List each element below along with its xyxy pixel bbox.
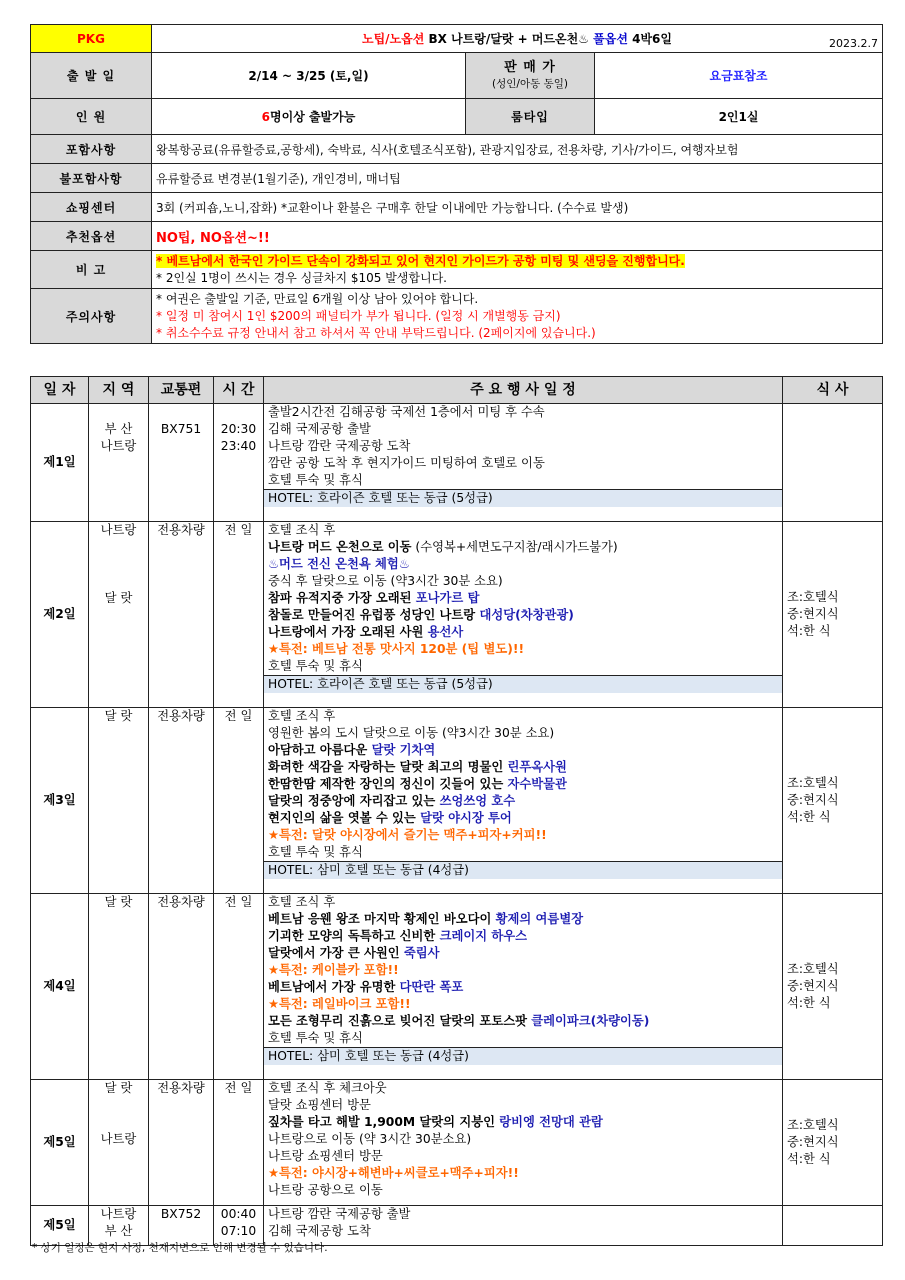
day-row-1: [31, 404, 883, 522]
exclude-value: 유류할증료 변경분(1월기준), 개인경비, 매너팁: [152, 164, 883, 193]
doc-date: 2023.2.7: [829, 37, 879, 50]
shop-value: 3회 (커피숍,노니,잡화) *교환이나 환불은 구매후 한달 이내에만 가능합니다. (수수료 발생): [152, 193, 883, 222]
time-cell: 20:30 23:40: [214, 404, 264, 522]
time-cell: 전 일: [214, 1080, 264, 1206]
day-label: 제4일: [31, 894, 89, 1080]
plan-cell: 호텔 조식 후 체크아웃 달랏 쇼핑센터 방문 짚차를 타고 해발 1,900M 달랏의 지붕인 랑비엥 전망대 관람 나트랑으로 이동 (약 3시간 30분소요) 나트랑 쇼핑센터 방문 ★특전: 야시장+해변바+씨클로+맥주+피자!! 나트랑 공항으로 이동: [264, 1080, 783, 1206]
day-row-4: [31, 894, 883, 1080]
plan-cell: 호텔 조식 후 나트랑 머드 온천으로 이동 (수영복+세면도구지참/래시가드불가) ♨머드 전신 온천욕 체험♨ 중식 후 달랏으로 이동 (약3시간 30분 소요) 참파 유적지중 가장 오래된 포나가르 탑 참돌로 만들어진 유럽풍 성당인 나트랑 대성당(차창관광) 나트랑에서 가장 오래된 사원 용선사 ★특전: 베트남 전통 맛사지 120분 (팁 별도)!! 호텔 투숙 및 휴식 HOTEL: 호라이즌 호텔 또는 동급 (5성급): [264, 522, 783, 708]
depart-value: 2/14 ~ 3/25 (토,일): [152, 53, 466, 99]
region-cell: 달 랏 나트랑: [89, 1080, 149, 1206]
plan-cell: 출발2시간전 김해공항 국제선 1층에서 미팅 후 수속 김해 국제공항 출발 나트랑 깜란 국제공항 도착 깜란 공항 도착 후 현지가이드 미팅하여 호텔로 이동 호텔 투숙 및 휴식 HOTEL: 호라이즌 호텔 또는 동급 (5성급): [264, 404, 783, 522]
time-cell: 00:40 07:10: [214, 1206, 264, 1246]
option-label: 추천옵션: [31, 222, 152, 251]
option-value: NO팁, NO옵션~!!: [152, 222, 883, 251]
caution-label: 주의사항: [31, 289, 152, 344]
hotel-line: HOTEL: 삼미 호텔 또는 동급 (4성급): [264, 1047, 782, 1065]
plan-cell: 나트랑 깜란 국제공항 출발 김해 국제공항 도착: [264, 1206, 783, 1246]
transport-cell: BX751: [149, 404, 214, 522]
day-label: 제1일: [31, 404, 89, 522]
hotel-line: HOTEL: 삼미 호텔 또는 동급 (4성급): [264, 861, 782, 879]
region-cell: 나트랑 부 산: [89, 1206, 149, 1246]
time-cell: 전 일: [214, 708, 264, 894]
meal-cell: [783, 404, 883, 522]
pax-value: 6명이상 출발가능: [152, 99, 466, 135]
transport-cell: 전용차량: [149, 1080, 214, 1206]
hotel-line: HOTEL: 호라이즌 호텔 또는 동급 (5성급): [264, 489, 782, 507]
page-title: 노팁/노옵션 BX 나트랑/달랏 + 머드온천♨ 풀옵션 4박6일 2023.2.7: [152, 25, 883, 53]
transport-cell: 전용차량: [149, 708, 214, 894]
meal-cell: 조:호텔식 중:현지식 석:한 식: [783, 522, 883, 708]
day-label: 제5일: [31, 1080, 89, 1206]
caution-value: * 여권은 출발일 기준, 만료일 6개월 이상 남아 있어야 합니다. * 일정 미 참여시 1인 $200의 패널티가 부가 됩니다. (일정 시 개별행동 금지) * 취소수수료 규정 안내서 참고 하셔서 꼭 안내 부탁드립니다. (2페이지에 있습니다.): [152, 289, 883, 344]
plan-cell: 호텔 조식 후 베트남 응웬 왕조 마지막 황제인 바오다이 황제의 여름별장 기괴한 모양의 독특하고 신비한 크레이지 하우스 달랏에서 가장 큰 사원인 죽림사 ★특전: 케이블카 포함!! 베트남에서 가장 유명한 다딴란 폭포 ★특전: 레일바이크 포함!! 모든 조형무리 진흙으로 빚어진 달랏의 포토스팟 클레이파크(차량이동) 호텔 투숙 및 휴식 HOTEL: 삼미 호텔 또는 동급 (4성급): [264, 894, 783, 1080]
depart-label: 출 발 일: [31, 53, 152, 99]
shop-label: 쇼핑센터: [31, 193, 152, 222]
include-value: 왕복항공료(유류할증료,공항세), 숙박료, 식사(호텔조식포함), 관광지입장료, 전용차량, 기사/가이드, 여행자보험: [152, 135, 883, 164]
room-label: 룸타입: [466, 99, 595, 135]
day-row-3: [31, 708, 883, 894]
schedule-header-row: 일 자 지 역 교통편 시 간 주 요 행 사 일 정 식 사: [31, 377, 883, 404]
meal-cell: 조:호텔식 중:현지식 석:한 식: [783, 1080, 883, 1206]
meal-cell: 조:호텔식 중:현지식 석:한 식: [783, 894, 883, 1080]
day-label: 제5일: [31, 1206, 89, 1246]
pkg-badge: PKG: [31, 25, 152, 53]
footer-note: * 상기 일정은 현지 사정, 천재지변으로 인해 변경될 수 있습니다.: [32, 1242, 328, 1254]
exclude-label: 불포함사항: [31, 164, 152, 193]
remark-value: * 베트남에서 한국인 가이드 단속이 강화되고 있어 현지인 가이드가 공항 미팅 및 샌딩을 진행합니다. * 2인실 1명이 쓰시는 경우 싱글차지 $105 발생합니다.: [152, 251, 883, 289]
price-value: 요금표참조: [595, 53, 883, 99]
day-label: 제2일: [31, 522, 89, 708]
transport-cell: 전용차량: [149, 522, 214, 708]
transport-cell: 전용차량: [149, 894, 214, 1080]
region-cell: 나트랑 달 랏: [89, 522, 149, 708]
region-cell: 달 랏: [89, 894, 149, 1080]
pax-label: 인 원: [31, 99, 152, 135]
time-cell: 전 일: [214, 894, 264, 1080]
hotel-line: HOTEL: 호라이즌 호텔 또는 동급 (5성급): [264, 675, 782, 693]
day-row-5: [31, 1080, 883, 1206]
include-label: 포함사항: [31, 135, 152, 164]
plan-cell: 호텔 조식 후 영원한 봄의 도시 달랏으로 이동 (약3시간 30분 소요) 아담하고 아름다운 달랏 기차역 화려한 색감을 자랑하는 달랏 최고의 명물인 린푸옥사원 한땀한땀 제작한 장인의 정신이 깃들어 있는 자수박물관 달랏의 정중앙에 자리잡고 있는 쓰엉쓰엉 호수 현지인의 삶을 엿볼 수 있는 달랏 야시장 투어 ★특전: 달랏 야시장에서 즐기는 맥주+피자+커피!! 호텔 투숙 및 휴식 HOTEL: 삼미 호텔 또는 동급 (4성급): [264, 708, 783, 894]
schedule-table: [30, 376, 883, 1246]
region-cell: 부 산 나트랑: [89, 404, 149, 522]
info-table: [30, 24, 883, 344]
transport-cell: BX752: [149, 1206, 214, 1246]
room-value: 2인1실: [595, 99, 883, 135]
remark-label: 비 고: [31, 251, 152, 289]
time-cell: 전 일: [214, 522, 264, 708]
region-cell: 달 랏: [89, 708, 149, 894]
day-label: 제3일: [31, 708, 89, 894]
price-label: 판 매 가 (성인/아동 동일): [466, 53, 595, 99]
meal-cell: [783, 1206, 883, 1246]
meal-cell: 조:호텔식 중:현지식 석:한 식: [783, 708, 883, 894]
day-row-2: [31, 522, 883, 708]
